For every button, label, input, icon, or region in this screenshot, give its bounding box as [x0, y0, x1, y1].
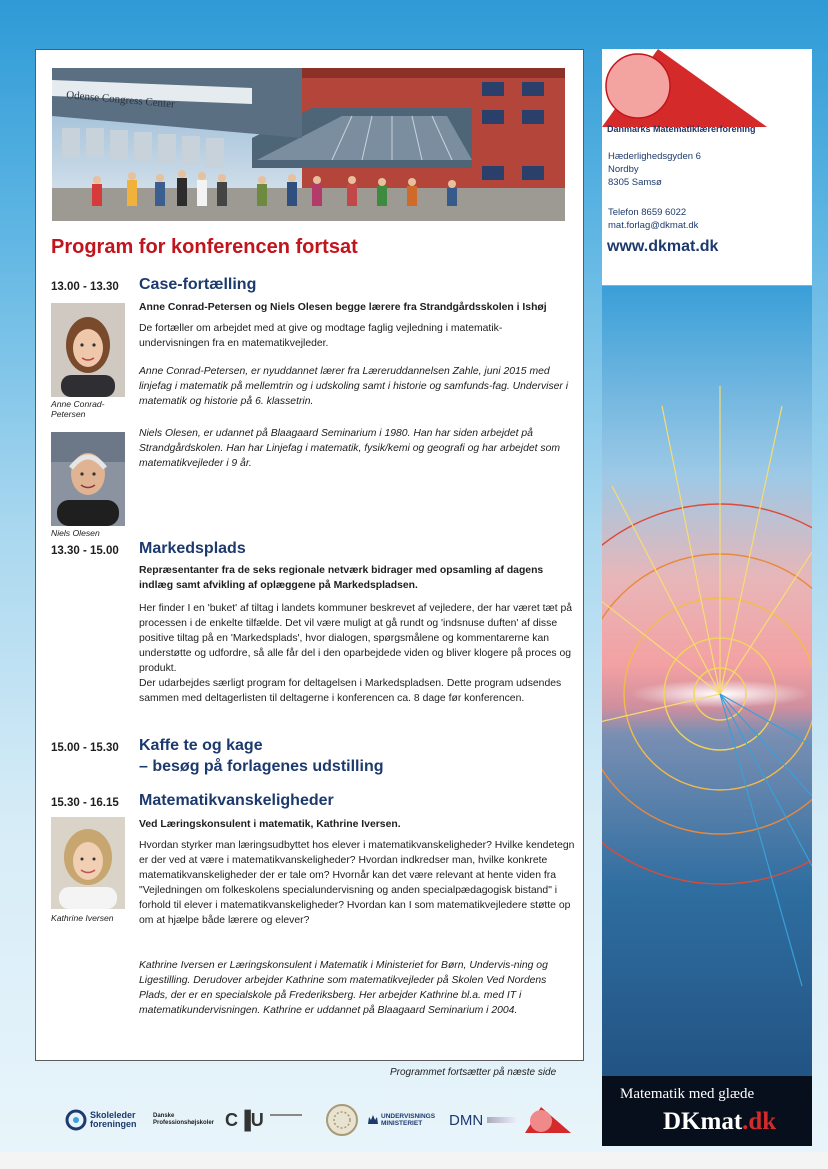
photo-caption: Kathrine Iversen: [51, 913, 114, 923]
logo-text: foreningen: [90, 1119, 137, 1129]
session-lead: Repræsentanter fra de seks regionale netværk bidrager med opsamling af dagens indlæg samt afvikling af oplæggene på Markedspladsen.: [139, 565, 544, 591]
logo-tagline: [487, 1117, 517, 1123]
photo-caption: Niels Olesen: [51, 528, 100, 538]
org-address: Hæderlighedsgyden 6: [608, 151, 701, 162]
poster-brand-tld: .dk: [742, 1108, 777, 1135]
org-website[interactable]: www.dkmat.dk: [607, 238, 719, 255]
session-lead: Ved Læringskonsulent i matematik, Kathrine Iversen.: [139, 819, 401, 830]
poster-brand: [663, 1108, 776, 1136]
org-name: Danmarks Matematiklærerforening: [607, 124, 756, 134]
hero-sign: Odense Congress Center: [65, 89, 176, 111]
continues-note: Programmet fortsætter på næste side: [390, 1067, 557, 1078]
session-time: 15.00 - 15.30: [51, 742, 119, 754]
logo-text: UNDERVISNINGS: [381, 1113, 436, 1120]
bottom-strip: [0, 1152, 828, 1169]
logo-text: Professionshøjskoler: [153, 1120, 215, 1126]
logo-text: Danske: [153, 1113, 175, 1119]
logo-text: Skoleleder: [90, 1110, 136, 1120]
session-body: De fortæller om arbejdet med at give og modtage faglig vejledning i matematik-undervisningen fra en matematikvejleder.: [139, 323, 503, 349]
session-subtitle: – besøg på forlagenes udstilling: [139, 758, 384, 775]
page-title: Program for konferencen fortsat: [51, 236, 358, 258]
sponsor-logos: [65, 1100, 585, 1144]
poster-slogan: Matematik med glæde: [620, 1086, 755, 1102]
session-body: Her finder I en 'buket' af tiltag i landets kommuner beskrevet af vejledere, der har været tæt på processen i de enkelte tilfælde. Det vil være muligt at gå rundt og 'indsnuse duften' af disse positive tiltag på en 'Markedsplads', hvor dialogen, spørgsmålene og kommentarerne kan understøtte og udfordre, så alle får del i den oparbejdede viden og bliver klogere på proces og produkt. Der udarbejdes særligt program for deltagelsen i Markedspladsen. Dette program udsendes sammen med deltagerlisten til deltagerne i konferencen ca. 8 dage før konferencen.: [139, 603, 573, 704]
session-title: Kaffe te og kage: [139, 737, 263, 754]
photo-caption: Anne Conrad-Petersen: [51, 399, 105, 419]
poster-image: [602, 286, 812, 1146]
swoosh-icon: [65, 1109, 87, 1131]
hero-photo: [52, 68, 565, 221]
org-address: 8305 Samsø: [608, 177, 662, 188]
dmn-logo[interactable]: [449, 1100, 517, 1140]
session-body: Hvordan styrker man læringsudbyttet hos elever i matematikvanskeligheder? Hvilke kendetegn er der ved at være i matematikvanskeligheder? Hvordan indkredser man, hvilke konkrete matematikvanskeligheder der er tale om? Hvornår kan det være relevant at hente viden fra "Vejledningen om folkeskolens specialundervisning og anden specialpædagogisk bistand" i forhold til elever i matematikvanskeligheder? Hvordan kan I som matematikvejledere støtte op om at hjælpe både lærere og elever?: [139, 840, 575, 926]
ucu-logo[interactable]: [225, 1100, 302, 1140]
session-title: Markedsplads: [139, 540, 246, 557]
logo-text: MINISTERIET: [381, 1120, 423, 1127]
session-time: 15.30 - 16.15: [51, 797, 119, 809]
session-title: Matematikvanskeligheder: [139, 792, 334, 809]
crown-icon: [367, 1113, 379, 1127]
speaker-bio: Niels Olesen, er udannet på Blaagaard Seminarium i 1980. Han har siden arbejdet på Strandgårdskolen. Han har Linjefag i matematik, fysik/kemi og geografi og har arbejdet som matematikvejleder i 9 år.: [139, 428, 561, 469]
dmf-small-logo[interactable]: [523, 1100, 573, 1140]
dmf-logo-icon: [602, 49, 812, 129]
skolelederforeningen-logo[interactable]: [65, 1100, 137, 1140]
session-title: Case-fortælling: [139, 276, 257, 293]
speaker-photo: [51, 303, 125, 397]
session-lead: Anne Conrad-Petersen og Niels Olesen begge lærere fra Strandgårdsskolen i Ishøj: [139, 302, 547, 313]
logo-text: C▐U: [225, 1109, 264, 1130]
undervisningsministeriet-logo[interactable]: [367, 1100, 435, 1140]
logo-text: DMN: [449, 1111, 484, 1129]
session-time: 13.00 - 13.30: [51, 281, 119, 293]
speaker-photo: [51, 432, 125, 526]
seal-icon: [325, 1102, 359, 1138]
poster-brand-main: DKmat: [663, 1108, 743, 1135]
speaker-photo: [51, 817, 125, 909]
seal-logo[interactable]: [325, 1100, 359, 1140]
triangle-circle-icon: [523, 1103, 573, 1137]
session-time: 13.30 - 15.00: [51, 545, 119, 557]
speaker-bio: Anne Conrad-Petersen, er nyuddannet lærer fra Læreruddannelsen Zahle, juni 2015 med linjefag i matematik på mellemtrin og i udskoling samt i historie og samfunds-fag. Underviser i matematik og historie på 6. klassetrin.: [139, 366, 569, 407]
org-phone: Telefon 8659 6022: [608, 207, 687, 218]
org-address: Nordby: [608, 164, 639, 175]
org-email[interactable]: mat.forlag@dkmat.dk: [608, 220, 699, 231]
logo-tagline: [270, 1114, 302, 1126]
danske-professionshojskoler-logo[interactable]: [153, 1100, 214, 1140]
speaker-bio: Kathrine Iversen er Læringskonsulent i Matematik i Ministeriet for Børn, Undervis-ning og Ligestilling. Derudover arbejder Kathrine som matematikvejleder på Skolen Ved Nordens Plads, der er en specialskole på Frederiksberg. Her arbejder Kathrine bl.a. med IT i matematikundervisningen. Kathrine er uddannet på Blaagaard Seminarium i 2004.: [139, 960, 548, 1016]
